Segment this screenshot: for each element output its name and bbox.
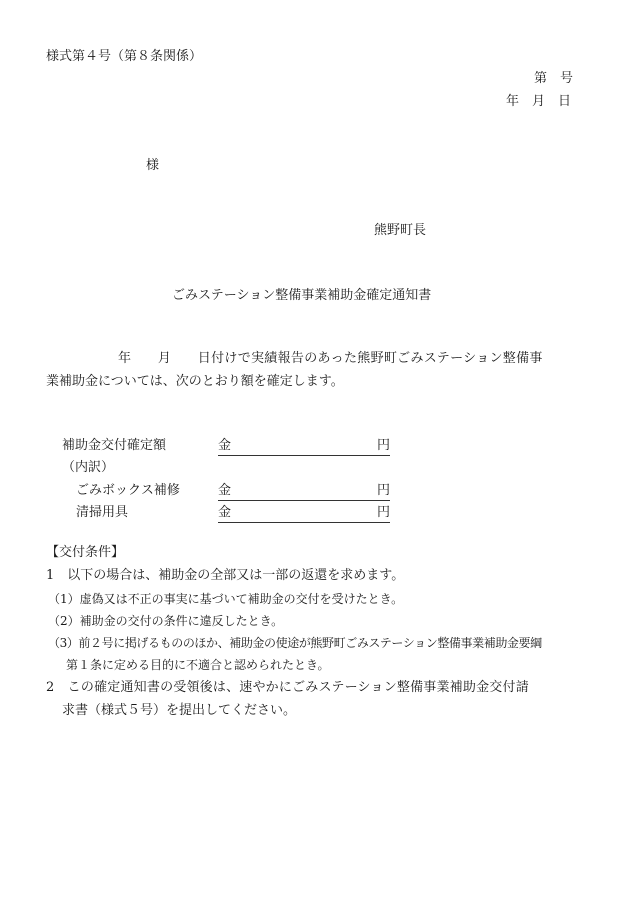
document-title: ごみステーション整備事業補助金確定通知書 [172, 288, 432, 303]
document-number: 第 号 [534, 71, 574, 86]
breakdown-label: （内訳） [62, 460, 115, 475]
breakdown-amount-field[interactable] [218, 504, 390, 523]
condition-sub-1: （1）虚偽又は不正の事実に基づいて補助金の交付を受けたとき。 [48, 592, 404, 606]
breakdown-amount-field[interactable] [218, 482, 390, 501]
amount-prefix: 金 [218, 505, 232, 520]
total-amount-label: 補助金交付確定額 [62, 438, 167, 453]
recipient-honorific: 様 [146, 158, 160, 173]
condition-sub-3: （3）前２号に掲げるもののほか、補助金の使途が熊野町ごみステーション整備事業補助金要綱 [48, 636, 542, 650]
amount-suffix: 円 [376, 483, 390, 498]
condition-sub-2: （2）補助金の交付の条件に違反したとき。 [48, 614, 284, 628]
amount-prefix: 金 [218, 438, 232, 453]
issue-date: 年 月 日 [506, 94, 572, 109]
body-line-2: 業補助金については、次のとおり額を確定します。 [46, 374, 344, 389]
breakdown-row-label: ごみボックス補修 [76, 483, 180, 498]
conditions-heading: 【交付条件】 [46, 545, 125, 560]
amount-suffix: 円 [376, 438, 390, 453]
amount-suffix: 円 [376, 505, 390, 520]
condition-item-2-cont: 求書（様式５号）を提出してください。 [62, 703, 297, 718]
total-amount-field[interactable] [218, 437, 390, 456]
condition-item-1: 1 以下の場合は、補助金の全部又は一部の返還を求めます。 [46, 568, 405, 583]
issuer-name: 熊野町長 [374, 223, 427, 238]
body-line-1: 年 月 日付けで実績報告のあった熊野町ごみステーション整備事 [118, 351, 543, 366]
breakdown-row-label: 清掃用具 [76, 505, 129, 520]
condition-sub-3-cont: 第１条に定める目的に不適合と認められたとき。 [66, 658, 330, 672]
amount-prefix: 金 [218, 483, 232, 498]
form-number: 様式第４号（第８条関係） [46, 49, 203, 64]
condition-item-2: 2 この確定通知書の受領後は、速やかにごみステーション整備事業補助金交付請 [46, 680, 529, 695]
